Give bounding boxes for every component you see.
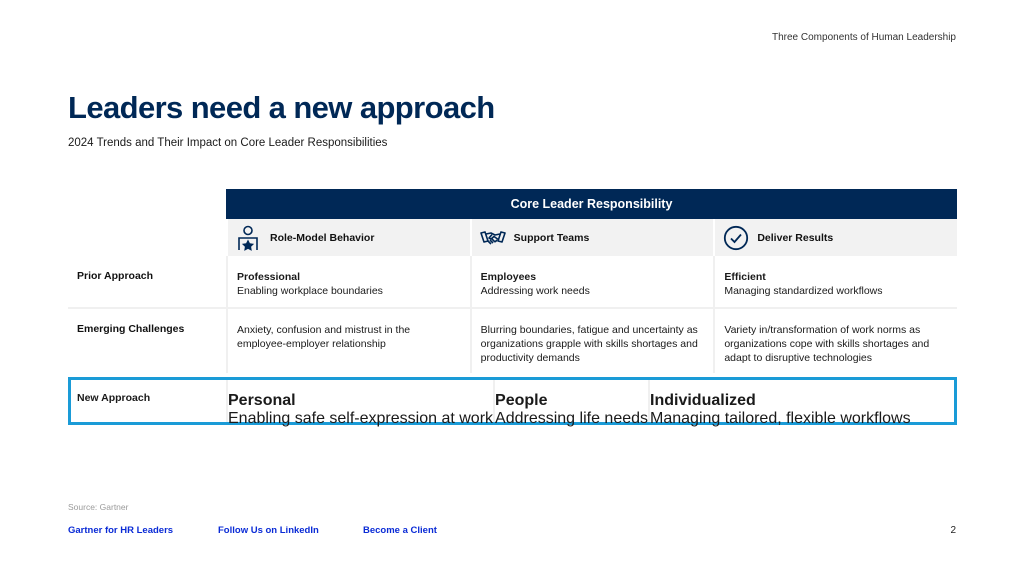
table-cell — [713, 309, 957, 373]
cell-text: Managing standardized workflows — [724, 285, 883, 297]
column-header-label: Deliver Results — [757, 231, 834, 244]
cell-title: Professional — [237, 271, 301, 283]
cell-text: Enabling workplace boundaries — [237, 285, 383, 297]
cell-title: Employees — [480, 271, 537, 283]
cell-title: People — [495, 392, 548, 409]
column-header-row — [68, 219, 957, 256]
table-row-emerging-challenges — [68, 307, 957, 373]
cell-text: Anxiety, confusion and mistrust in the employee-employer relationship — [237, 324, 411, 350]
column-header-label: Role-Model Behavior — [270, 231, 375, 244]
table-row-prior-approach — [68, 256, 957, 307]
page-number: 2 — [950, 525, 956, 536]
row-label: New Approach — [77, 392, 151, 404]
check-circle-icon — [723, 225, 749, 251]
responsibility-table — [68, 189, 957, 425]
column-header-support-teams — [470, 219, 714, 256]
cell-title: Individualized — [650, 392, 756, 409]
cell-text: Addressing work needs — [480, 285, 590, 297]
table-cell — [470, 309, 714, 373]
column-header-deliver-results — [713, 219, 957, 256]
cell-title: Efficient — [724, 271, 766, 283]
column-header-role-model — [226, 219, 470, 256]
cell-text: Blurring boundaries, fatigue and uncertainty as organizations grapple with skills shortages and productivity demands — [480, 324, 698, 364]
cell-text: Managing tailored, flexible workflows — [650, 410, 911, 427]
link-become-client[interactable]: Become a Client — [363, 525, 437, 536]
link-follow-linkedin[interactable]: Follow Us on LinkedIn — [218, 525, 319, 536]
table-cell — [226, 380, 494, 427]
row-label: Prior Approach — [77, 270, 154, 282]
table-cell — [226, 309, 470, 373]
table-row-new-approach — [68, 377, 957, 425]
cell-title: Personal — [228, 392, 296, 409]
row-label: Emerging Challenges — [77, 323, 185, 335]
source-note: Source: Gartner — [68, 502, 129, 512]
table-cell — [470, 256, 714, 307]
table-cell — [226, 256, 470, 307]
section-label: Three Components of Human Leadership — [772, 32, 956, 43]
column-header-label: Support Teams — [513, 231, 590, 244]
table-cell — [713, 256, 957, 307]
cell-text: Addressing life needs — [495, 410, 649, 427]
table-cell — [493, 380, 649, 427]
cell-text: Enabling safe self-expression at work — [228, 410, 494, 427]
header-corner — [68, 219, 226, 256]
handshake-icon — [480, 225, 506, 251]
footer-links — [68, 525, 437, 536]
link-gartner-hr-leaders[interactable]: Gartner for HR Leaders — [68, 525, 174, 536]
table-cell — [648, 380, 911, 427]
page-title: Leaders need a new approach — [68, 90, 495, 125]
cell-text: Variety in/transformation of work norms as organizations cope with skills shortages and adapt to disruptive technologies — [724, 324, 930, 364]
person-star-icon — [236, 225, 262, 251]
page-subtitle: 2024 Trends and Their Impact on Core Leader Responsibilities — [68, 137, 388, 149]
table-banner: Core Leader Responsibility — [226, 189, 957, 219]
